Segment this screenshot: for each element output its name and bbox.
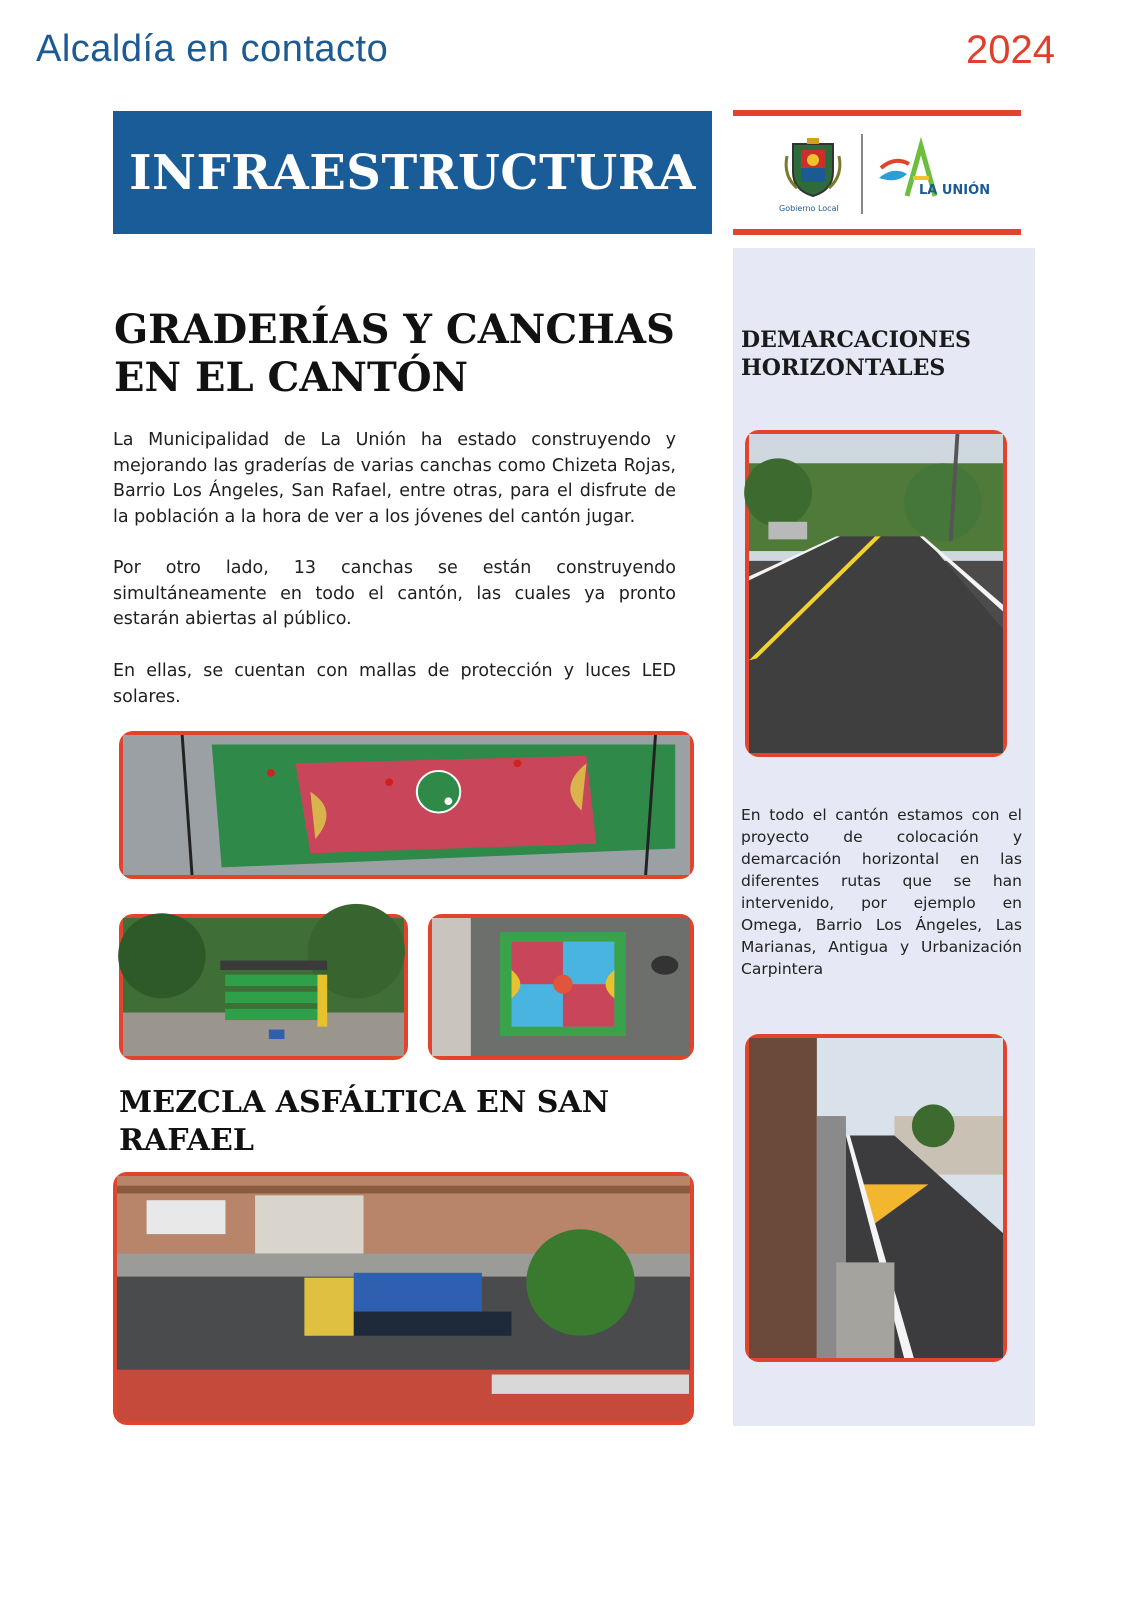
logo-panel: [733, 110, 1021, 235]
sidebar-text: En todo el cantón estamos con el proyecto de colocación y demarcación horizontal en las diferentes rutas que se han intervenido, por ejemplo en Omega, Barrio Los Ángeles, Las Marianas, Antigua y Urbanización Carpintera: [741, 806, 1022, 978]
la-union-logo-text: LA UNIÓN: [919, 183, 991, 198]
section-banner: [113, 111, 712, 234]
logo-divider: [861, 134, 863, 214]
street-marking-photo: [745, 1034, 1007, 1362]
asphalt-section-title: MEZCLA ASFÁLTICA EN SAN RAFAEL: [119, 1085, 610, 1158]
article-paragraph: En ellas, se cuentan con mallas de protección y luces LED solares.: [113, 661, 676, 707]
article-paragraph: La Municipalidad de La Unión ha estado construyendo y mejorando las graderías de varias canchas como Chizeta Rojas, Barrio Los Ángeles, San Rafael, entre otras, para el disfrute de la población a la hora de ver a los jóvenes del cantón jugar.: [113, 430, 676, 527]
asphalt-work-photo: [113, 1172, 694, 1425]
sports-court-photo: [119, 731, 694, 879]
main-article-title: GRADERÍAS Y CANCHAS EN EL CANTÓN: [114, 306, 675, 401]
publication-year: 2024: [966, 28, 1055, 72]
publication-title: Alcaldía en contacto: [36, 28, 389, 70]
crest-caption: Gobierno Local: [779, 204, 839, 213]
municipal-crest-icon: [783, 136, 843, 198]
la-union-logo: [873, 138, 991, 208]
road-marking-photo: [745, 430, 1007, 757]
aerial-court-photo: [428, 914, 694, 1060]
article-paragraph: Por otro lado, 13 canchas se están construyendo simultáneamente en todo el cantón, las cuales ya pronto estarán abiertas al público.: [113, 558, 676, 629]
sidebar-title: DEMARCACIONES HORIZONTALES: [741, 327, 971, 381]
bleachers-photo: [119, 914, 408, 1060]
section-banner-title: INFRAESTRUCTURA: [129, 144, 696, 201]
